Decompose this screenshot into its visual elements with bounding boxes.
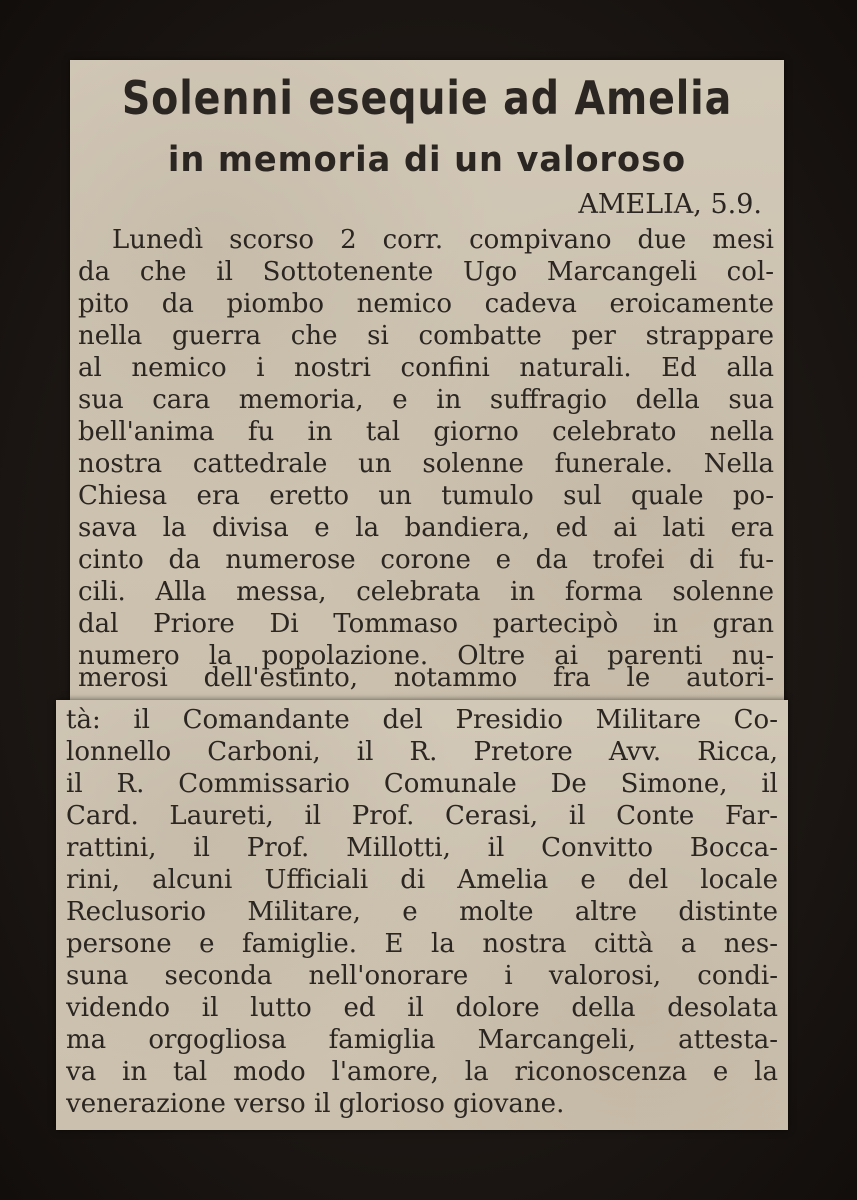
text-line: il R. Commissario Comunale De Simone, il [66,769,778,799]
text-line: Card. Laureti, il Prof. Cerasi, il Conte Far- [66,801,778,831]
text-line: rattini, il Prof. Millotti, il Convitto Bocca- [66,833,778,863]
text-line: Chiesa era eretto un tumulo sul quale po- [78,481,774,511]
text-line: videndo il lutto ed il dolore della desolata [66,993,778,1023]
text-line: ma orgogliosa famiglia Marcangeli, attesta- [66,1025,778,1055]
text-line: va in tal modo l'amore, la riconoscenza e la [66,1057,778,1087]
newspaper-clipping-bottom [56,700,788,1130]
text-line: nostra cattedrale un solenne funerale. Nella [78,449,774,479]
article-headline: Solenni esequie ad Amelia [121,71,733,125]
text-line: rini, alcuni Ufficiali di Amelia e del locale [66,865,778,895]
text-line: merosi dell'estinto, notammo fra le autori- [78,663,774,693]
text-line: persone e famiglie. E la nostra città a nes- [66,929,778,959]
text-line: bell'anima fu in tal giorno celebrato nella [78,417,774,447]
newspaper-clipping-top [70,60,784,700]
text-line: Lunedì scorso 2 corr. compivano due mesi [112,225,774,255]
text-line: tà: il Comandante del Presidio Militare Co- [66,705,778,735]
text-line: suna seconda nell'onorare i valorosi, condi- [66,961,778,991]
text-line: da che il Sottotenente Ugo Marcangeli col- [78,257,774,287]
text-line: numero la popolazione. Oltre ai parenti nu- [78,641,774,671]
text-line: nella guerra che si combatte per strappare [78,321,774,351]
text-line: cili. Alla messa, celebrata in forma solenne [78,577,774,607]
article-subheadline: in memoria di un valoroso [167,140,687,180]
text-line: al nemico i nostri confini naturali. Ed alla [78,353,774,383]
text-line: cinto da numerose corone e da trofei di fu- [78,545,774,575]
text-line: pito da piombo nemico cadeva eroicamente [78,289,774,319]
text-line: sava la divisa e la bandiera, ed ai lati era [78,513,774,543]
text-line: dal Priore Di Tommaso partecipò in gran [78,609,774,639]
text-line: Reclusorio Militare, e molte altre distinte [66,897,778,927]
article-dateline: AMELIA, 5.9. [578,189,762,220]
text-line: lonnello Carboni, il R. Pretore Avv. Ricca, [66,737,778,767]
text-line: venerazione verso il glorioso giovane. [66,1089,565,1119]
text-line: sua cara memoria, e in suffragio della sua [78,385,774,415]
